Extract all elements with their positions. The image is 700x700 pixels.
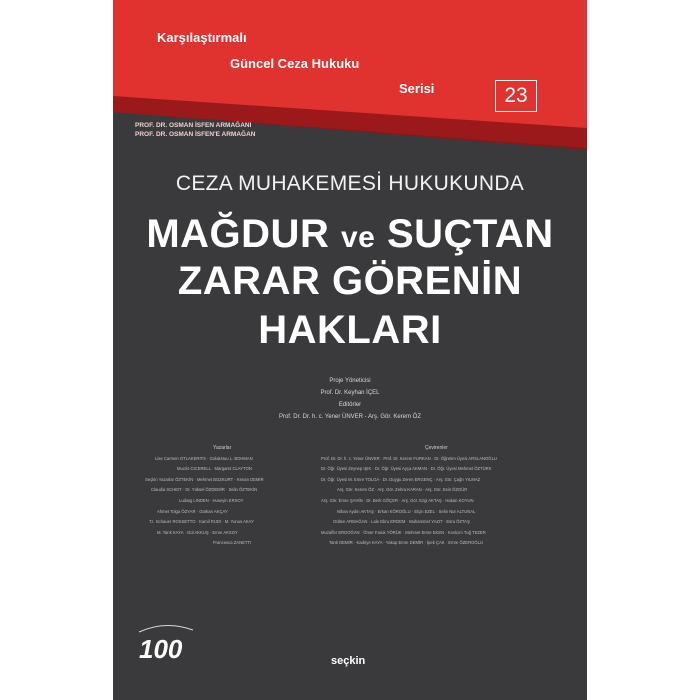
- author-row: Ahmet Tolga ÖZYAR · Gürkan AKÇAY: [157, 508, 228, 514]
- title-word-magdur: MAĞDUR: [146, 212, 330, 256]
- series-number: 23: [495, 80, 537, 112]
- title-line-2: ZARAR GÖRENİN: [177, 259, 523, 303]
- author-row: Claudia SCHEIT · Dr. Yüksel ÖZDEMİR · Selin ÖZTEKİN: [151, 487, 258, 493]
- translator-row: Muzaffer ERDOĞAN · Ömer Faruk YÖRÜK · Mehmet Emre EKEN · Kıvılcım Tuğ TEZER: [321, 529, 486, 535]
- translators-list: [321, 443, 551, 549]
- author-row: M. Tarık KAYA · Gül AKKUŞ · Emre AKSOY: [157, 529, 238, 535]
- editors-label: Editörler: [338, 402, 362, 408]
- translator-row: Arş. Gör. Kerem ÖZ · Arş. Gör. Zehra KARAN · Arş. Gör. Esin ÖZGÜR: [337, 487, 468, 493]
- project-manager-label: Proje Yöneticisi: [329, 378, 371, 384]
- author-row: Seçkin Yazarlar ÖZTEKİN · Mehmet BOZKURT · Kenan DEMİR: [145, 476, 264, 482]
- translators-heading: Çevirenler: [425, 445, 448, 451]
- translator-row: Nihan Aydın AKTAŞ · Erkan KÖROĞLU · Elçin EZEL · Selin Nur ALTUNAL: [337, 508, 476, 514]
- book-subtitle: CEZA MUHAKEMESİ HUKUKUNDA: [175, 172, 525, 195]
- anniversary-100-logo: [135, 618, 197, 668]
- series-line-1: Karşılaştırmalı: [157, 30, 247, 45]
- author-row: Mucris CICERELL · Margaret CLAYTON: [177, 466, 252, 472]
- title-line-1: [113, 212, 587, 257]
- translator-row: Dr. Öğr. Üyesi M. Emre TOLGA · Dr. Duygu Zeren ERGENÇ · Arş. Gör. Çağrı YILMAZ: [321, 476, 481, 482]
- author-row: Lise Carmen OTLAKERITS · Golakstuu L. BOHMAN: [155, 455, 253, 461]
- title-line-3: HAKLARI: [258, 308, 442, 352]
- editors: Prof. Dr. Dr. h. c. Yener ÜNVER - Arş. Gör. Kerem ÖZ: [278, 414, 422, 420]
- author-row: Ludwig LINDEN · Huseyin ERSOY: [179, 497, 244, 503]
- title-word-suctan: SUÇTAN: [386, 212, 554, 256]
- author-row: Francesca ZANETTI: [213, 540, 252, 546]
- series-line-2: Güncel Ceza Hukuku: [230, 56, 360, 71]
- tribute-line-1: PROF. DR. OSMAN İSFEN ARMAĞANI: [135, 122, 252, 129]
- translator-row: Prof. Dr. Dr. h. c. Yener ÜNVER · Prof. Dr. Kerem FURKAN · Dr. Öğretim Üyesi ARSLANOĞLU: [321, 455, 497, 461]
- title-word-ve: ve: [340, 221, 376, 254]
- series-line-3: Serisi: [399, 81, 435, 96]
- project-manager: Prof. Dr. Keyhan İÇEL: [320, 390, 380, 396]
- translator-row: Arş. Gör. Emre ŞAHİN · Dr. Berk GÖÇER · Arş. Gör. Ezgi AKTAŞ · Hakan KOYUN: [321, 497, 474, 503]
- translator-row: Gülten ARMAĞAN · Lale Ebru ERDEM · Muhammet YAZIT · Esra ÖZTAŞ: [333, 519, 470, 525]
- anniversary-number: 100: [139, 634, 183, 664]
- translator-row: Dr. Öğr. Üyesi Zeynep IŞIK · Dr. Öğr. Üyesi Ayça AKMAN · Dr. Öğr. Üyesi Mehmet ÖZTÜRK: [321, 466, 492, 472]
- book-cover: [113, 0, 587, 700]
- translator-row: Tarık DEMİR · Kadriye KAYA · Yakup Emre DEMİR · İpek ÇAK · Emre ÖZEROĞLU: [329, 540, 483, 546]
- publisher-logo: seçkin: [331, 655, 366, 667]
- author-row: T.I. Schauer ROSSETTO · Kamil RUDI · M. Yunus AKAY: [149, 519, 254, 525]
- tribute-line-2: PROF. DR. OSMAN İSFEN'E ARMAĞAN: [135, 131, 256, 138]
- authors-list: [127, 443, 337, 549]
- authors-heading: Yazarlar: [213, 445, 232, 451]
